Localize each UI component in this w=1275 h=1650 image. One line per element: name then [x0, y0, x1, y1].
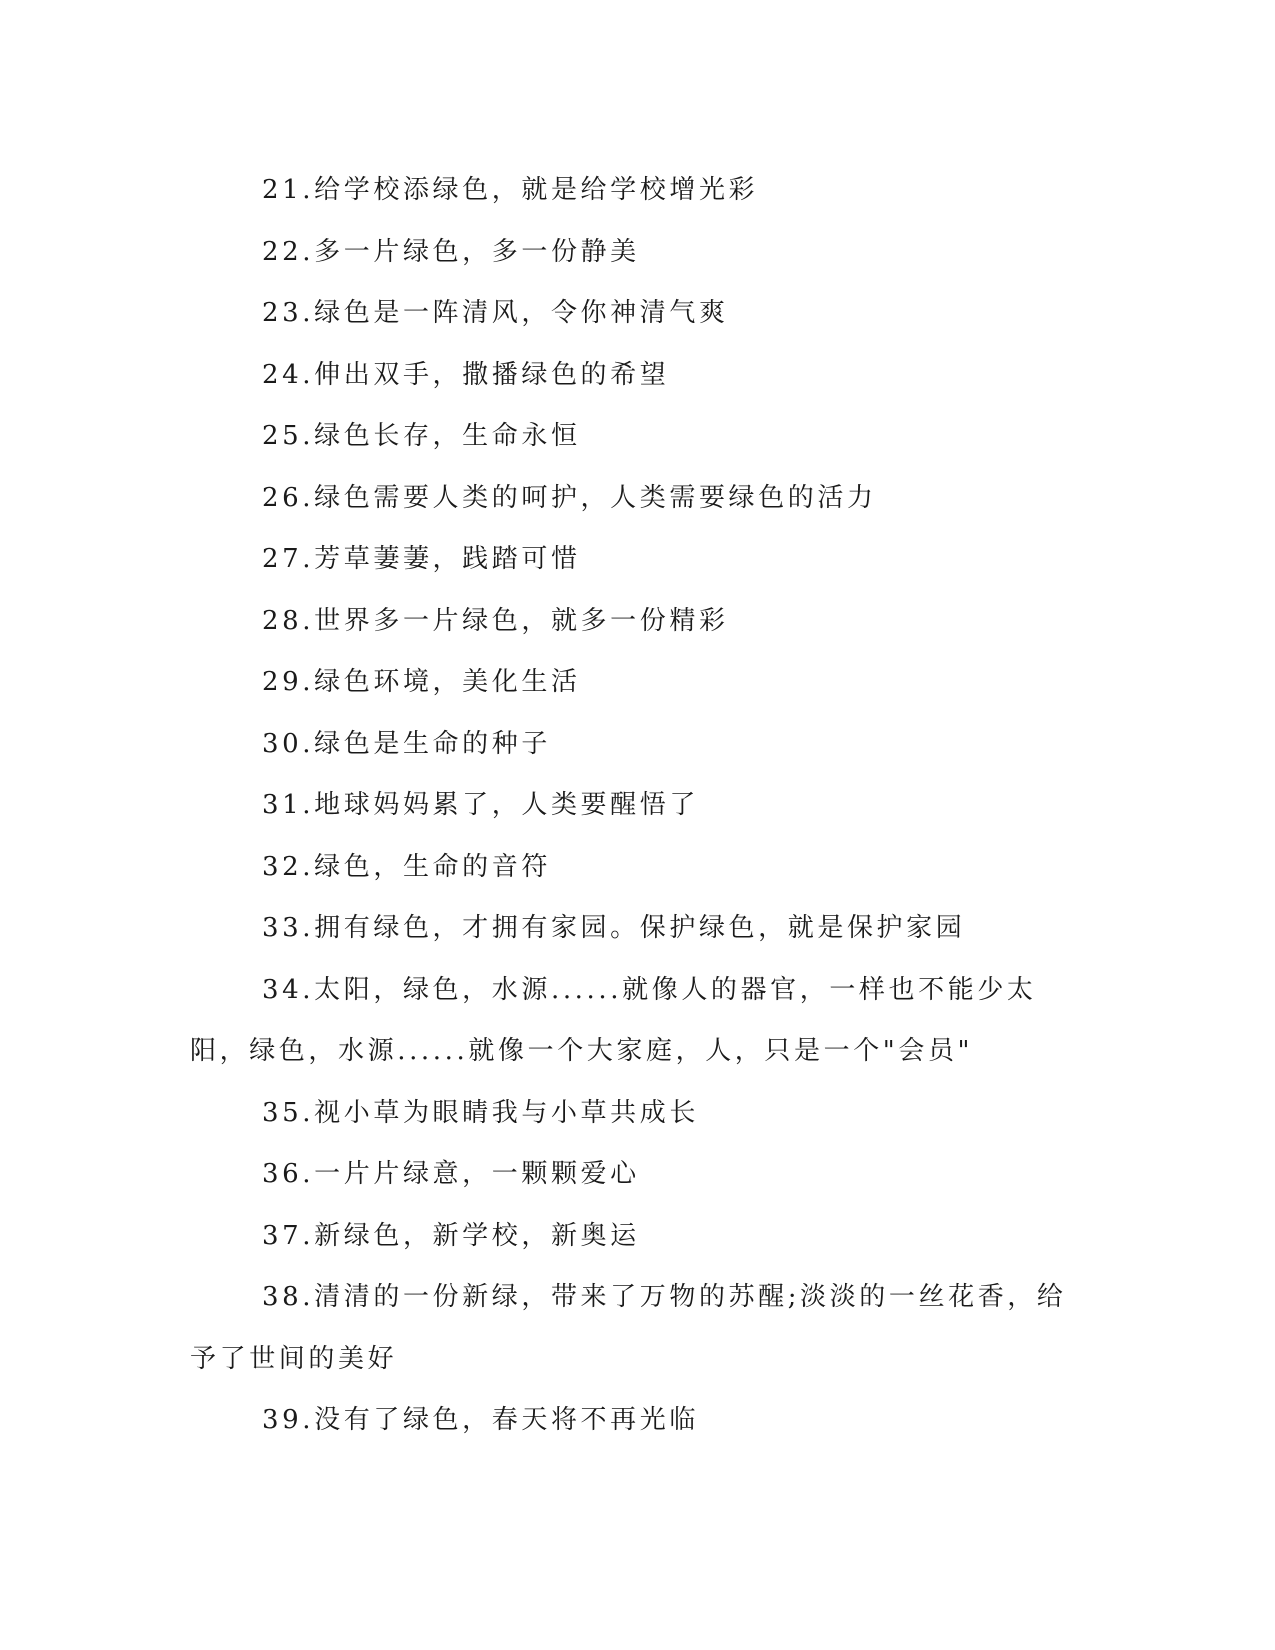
slogan-item-38: 38.清清的一份新绿，带来了万物的苏醒;淡淡的一丝花香，给予了世间的美好 — [190, 1282, 1067, 1374]
slogan-item-31: 31.地球妈妈累了，人类要醒悟了 — [262, 790, 699, 820]
slogan-item-29: 29.绿色环境，美化生活 — [262, 667, 581, 697]
slogan-item-21: 21.给学校添绿色，就是给学校增光彩 — [262, 175, 759, 205]
slogan-item-30: 30.绿色是生命的种子 — [262, 728, 551, 759]
slogan-item-23: 23.绿色是一阵清风，令你神清气爽 — [262, 298, 729, 328]
slogan-list — [190, 160, 1070, 1452]
slogan-item-33: 33.拥有绿色，才拥有家园。保护绿色，就是保护家园 — [262, 913, 966, 943]
slogan-item-32: 32.绿色，生命的音符 — [262, 851, 551, 882]
slogan-item-36: 36.一片片绿意，一颗颗爱心 — [262, 1159, 640, 1189]
slogan-item-37: 37.新绿色，新学校，新奥运 — [262, 1220, 640, 1251]
slogan-item-27: 27.芳草萋萋，践踏可惜 — [262, 544, 581, 574]
slogan-item-39: 39.没有了绿色，春天将不再光临 — [262, 1405, 699, 1435]
slogan-item-28: 28.世界多一片绿色，就多一份精彩 — [262, 605, 729, 636]
slogan-item-25: 25.绿色长存，生命永恒 — [262, 421, 581, 451]
slogan-item-22: 22.多一片绿色，多一份静美 — [262, 236, 640, 267]
slogan-item-35: 35.视小草为眼睛我与小草共成长 — [262, 1097, 699, 1128]
slogan-item-26: 26.绿色需要人类的呵护，人类需要绿色的活力 — [262, 482, 877, 513]
slogan-item-34: 34.太阳，绿色，水源......就像人的器官，一样也不能少太阳，绿色，水源......就像一个大家庭，人，只是一个"会员" — [190, 974, 1037, 1066]
slogan-item-24: 24.伸出双手，撒播绿色的希望 — [262, 359, 670, 390]
